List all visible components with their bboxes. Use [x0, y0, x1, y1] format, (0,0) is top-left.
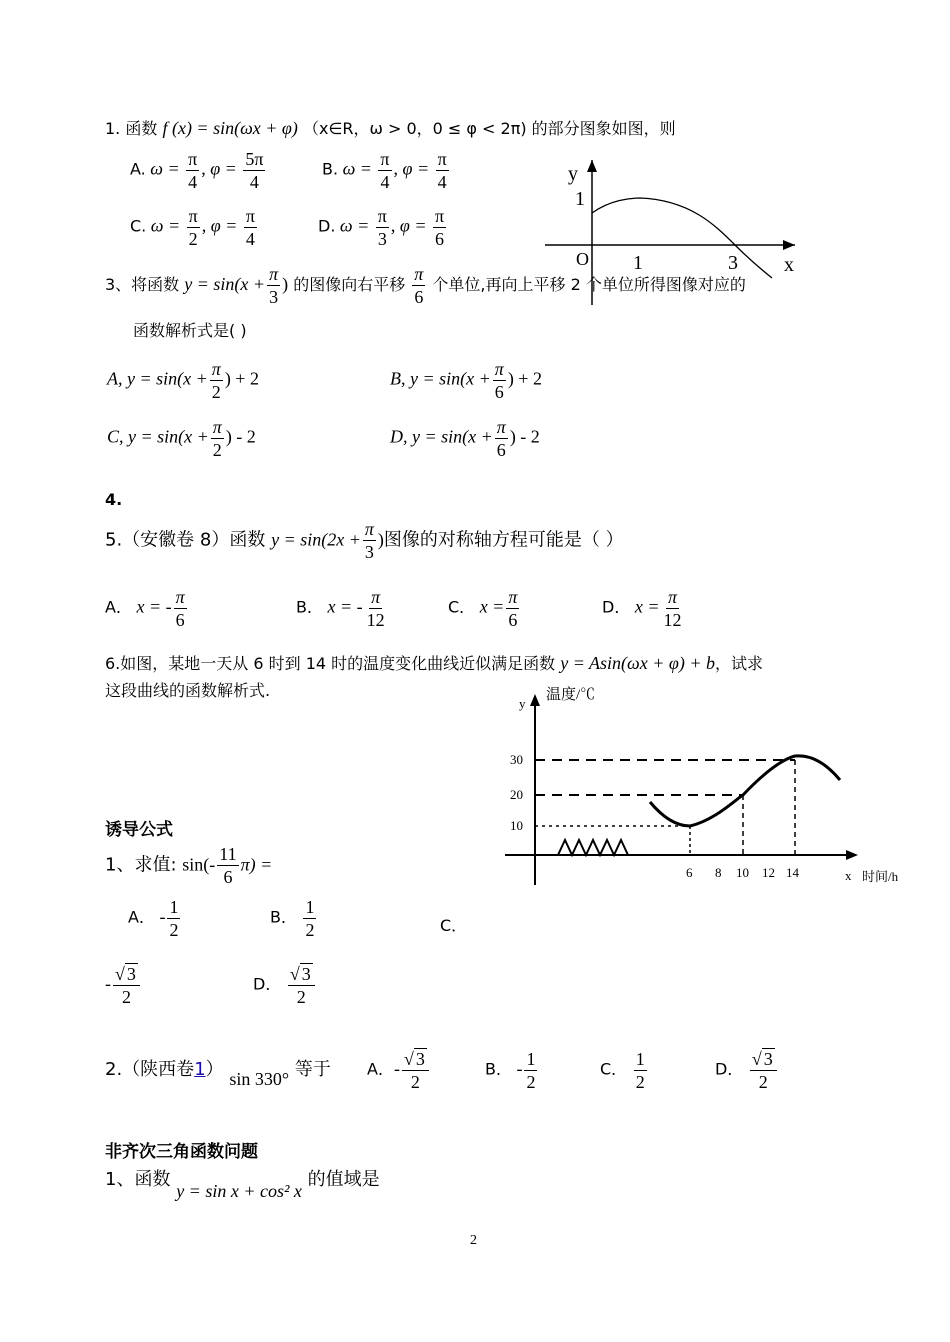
graph-tick-3: 3	[728, 252, 738, 274]
chart-x-arrow	[846, 850, 858, 860]
temperature-curve	[650, 756, 840, 826]
q1-function: f (x) = sin(ωx + φ)	[162, 118, 298, 138]
omega-eq: ω =	[150, 215, 181, 236]
i1-option-c-label: C．	[440, 916, 468, 935]
q5-option-c: C． x = $\frac{\pi}{6}$	[448, 587, 518, 630]
y-axis-arrow	[587, 160, 597, 172]
q3-line1: 3、将函数 y = sin(x + $\frac{\pi}{3}$ ) 的图像向右平移 $\frac{\pi}{6}$ 个单位,再向上平移 2 个单位所得图像对应的	[105, 264, 746, 307]
q5-equation: y = sin(2x +	[271, 529, 361, 550]
graph-tick-1-x: 1	[633, 252, 643, 274]
n1-expression: y = sin x + cos² x	[176, 1181, 302, 1201]
phi-eq: φ =	[210, 215, 238, 236]
option-label: C.	[130, 216, 147, 236]
xtick-14: 14	[786, 865, 799, 880]
ytick-10: 10	[510, 818, 523, 833]
graph-origin: O	[576, 249, 589, 269]
option-label: D.	[318, 216, 336, 236]
xtick-12: 12	[762, 865, 775, 880]
fraction: $\frac{\pi}{3}$	[364, 519, 374, 562]
chart-x-label: 时间/h	[862, 869, 899, 884]
q1-line	[105, 116, 676, 139]
option-label: A.	[130, 159, 146, 179]
q5-option-b: B． x = - $\frac{\pi}{12}$	[296, 587, 385, 630]
q4-label: 4.	[105, 490, 123, 509]
q3-option-b: B, y = sin(x + $\frac{\pi}{6}$ ) + 2	[390, 359, 542, 402]
n1-tail: 的值域是	[307, 1169, 380, 1190]
ytick-30: 30	[510, 752, 523, 767]
q3-stem-c: 个单位,再向上平移 2 个单位所得图像对应的	[432, 275, 746, 294]
i2-eq: 等于	[294, 1059, 331, 1080]
graph-tick-1-y: 1	[575, 188, 585, 210]
xtick-10: 10	[736, 865, 749, 880]
q5-stem: 5.（安徽卷 8）函数	[105, 529, 266, 551]
xtick-8: 8	[715, 865, 722, 880]
q3-equation: y = sin(x +	[184, 274, 266, 294]
chart-x-letter: x	[845, 868, 852, 883]
omega-eq: ω =	[150, 158, 180, 179]
q5-option-a: A． x = - $\frac{\pi}{6}$	[105, 587, 185, 630]
i1-stem: 1、求值:	[105, 854, 177, 876]
q3-stem-b: 的图像向右平移	[293, 275, 406, 294]
q3-option-a: A, y = sin(x + $\frac{\pi}{2}$ ) + 2	[107, 359, 259, 402]
q1-option-d: D. ω = $\frac{\pi}{3}$ , φ = $\frac{\pi}{6}$	[318, 206, 445, 249]
fraction: $\frac{\pi}{2}$	[188, 206, 198, 249]
n1-stem: 1、函数	[105, 1169, 171, 1190]
q6-line2: 这段曲线的函数解析式.	[105, 681, 271, 700]
q6-temperature-chart	[500, 680, 920, 895]
section-title-nonhomogeneous: 非齐次三角函数问题	[105, 1142, 258, 1162]
xtick-6: 6	[686, 865, 693, 880]
q6-line1	[105, 651, 763, 674]
i1-option-b: B． $\frac{1}{2}$	[270, 897, 315, 940]
i1-line: 1、求值: sin(- $\frac{11}{6}$ π) =	[105, 844, 273, 887]
fraction: $\frac{\pi}{6}$	[414, 264, 424, 307]
q6-equation: y = Asin(ωx + φ) + b	[560, 653, 715, 673]
x-axis-arrow	[783, 240, 795, 250]
chart-y-letter: y	[519, 696, 526, 711]
q3-stem: 3、将函数	[105, 275, 180, 294]
i2-line: 2.（陕西卷1） sin 330° 等于	[105, 1059, 331, 1089]
q1-stem: 1. 函数	[105, 119, 158, 138]
chart-y-label: 温度/℃	[546, 687, 596, 703]
q1-condition: （x∈R，ω > 0，0 ≤ φ < 2π) 的部分图象如图，则	[302, 119, 676, 138]
page-number: 2	[470, 1233, 477, 1248]
q1-option-b: B. ω = $\frac{\pi}{4}$ , φ = $\frac{\pi}{4}$	[322, 149, 447, 192]
q3-line2: 函数解析式是( )	[133, 321, 247, 340]
fraction: $\frac{5\pi}{4}$	[245, 149, 264, 192]
fraction: $\frac{\pi}{4}$	[245, 206, 255, 249]
omega-eq: ω =	[339, 215, 370, 236]
q1-option-c: C. ω = $\frac{\pi}{2}$ , φ = $\frac{\pi}{4}$	[130, 206, 255, 249]
fraction: $\frac{\pi}{3}$	[269, 264, 279, 307]
q6-stem: 6.如图，某地一天从 6 时到 14 时的温度变化曲线近似满足函数	[105, 654, 556, 673]
zigzag	[558, 840, 628, 855]
i2-option-b: B． - $\frac{1}{2}$	[485, 1049, 536, 1092]
q3-option-c: C, y = sin(x + $\frac{\pi}{2}$ ) - 2	[107, 417, 256, 460]
graph-y-label: y	[568, 163, 578, 185]
phi-eq: φ =	[402, 158, 430, 179]
q5-option-d: D． x = $\frac{\pi}{12}$	[602, 587, 682, 630]
i2-option-d: D． $\frac{√ 3}{2}$	[715, 1050, 779, 1091]
option-label: B.	[322, 159, 339, 179]
i1-option-a: A． - $\frac{1}{2}$	[128, 897, 179, 940]
i1-option-c: - $\frac{√ 3}{2}$	[105, 965, 142, 1006]
q5-tail: 图像的对称轴方程可能是（ ）	[383, 529, 624, 551]
ytick-20: 20	[510, 787, 523, 802]
fraction: $\frac{\pi}{4}$	[380, 149, 390, 192]
omega-eq: ω =	[342, 158, 372, 179]
i2-stem: 2.（陕西卷	[105, 1059, 195, 1080]
i1-option-d: D． $\frac{√ 3}{2}$	[253, 965, 317, 1006]
fraction: $\frac{\pi}{6}$	[434, 206, 445, 249]
n1-line	[105, 1165, 380, 1201]
i2-option-a: A．- $\frac{√ 3}{2}$	[367, 1050, 431, 1091]
q5-line: 5.（安徽卷 8）函数 y = sin(2x + $\frac{\pi}{3}$ )图像的对称轴方程可能是（ ）	[105, 519, 624, 562]
graph-x-label: x	[784, 254, 794, 276]
phi-eq: φ =	[210, 158, 237, 179]
i2-footnote-link[interactable]: 1	[194, 1059, 206, 1080]
fraction: $\frac{\pi}{3}$	[377, 206, 387, 249]
phi-eq: φ =	[399, 215, 427, 236]
i2-option-c: C． $\frac{1}{2}$	[600, 1049, 645, 1092]
fraction: $\frac{\pi}{4}$	[188, 149, 198, 192]
q1-option-a: A. ω = $\frac{\pi}{4}$ , φ = $\frac{5\pi}{4}$	[130, 149, 264, 192]
q3-option-d: D, y = sin(x + $\frac{\pi}{6}$ ) - 2	[390, 417, 540, 460]
section-title-induction: 诱导公式	[105, 820, 173, 840]
i2-expression: sin 330°	[229, 1069, 290, 1089]
fraction: $\frac{\pi}{4}$	[437, 149, 447, 192]
chart-y-arrow	[530, 694, 540, 706]
q6-stem-b: ，试求	[715, 654, 764, 673]
